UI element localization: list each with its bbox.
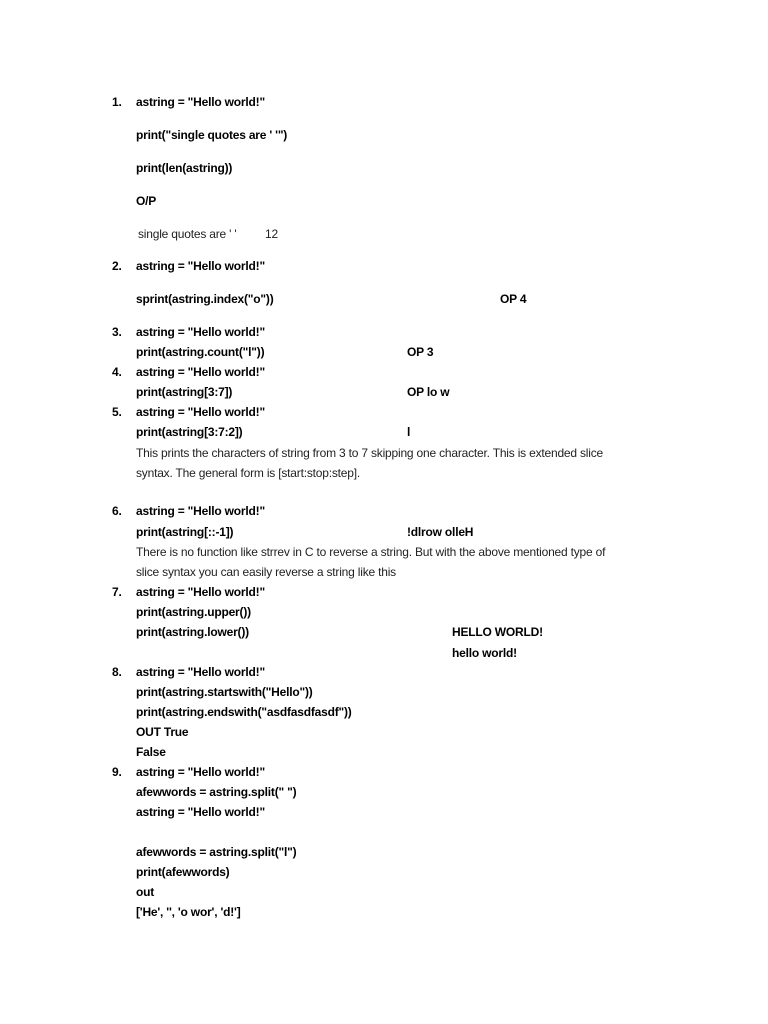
output-text: ['He', '', 'o wor', 'd!'] — [136, 905, 241, 919]
item-number-7: 7. — [112, 585, 122, 599]
code-line: astring = "Hello world!" — [136, 405, 265, 419]
code-line: print(astring[3:7:2]) — [136, 425, 243, 439]
code-line: sprint(astring.index("o")) — [136, 292, 274, 306]
output-label: out — [136, 885, 155, 899]
item-number-6: 6. — [112, 504, 122, 518]
output-text: False — [136, 745, 166, 759]
code-line: print(len(astring)) — [136, 161, 233, 175]
code-line: astring = "Hello world!" — [136, 95, 265, 109]
code-line: print(astring[::-1]) — [136, 525, 234, 539]
output-text: OP lo w — [407, 385, 450, 399]
code-line: print(astring.startswith("Hello")) — [136, 685, 313, 699]
item-number-8: 8. — [112, 665, 122, 679]
code-line: print("single quotes are ' '") — [136, 128, 288, 142]
code-line: print(astring.upper()) — [136, 605, 251, 619]
explanation-text: There is no function like strrev in C to reverse a string. But with the above mentioned type of — [136, 545, 606, 559]
code-line: astring = "Hello world!" — [136, 765, 265, 779]
item-number-1: 1. — [112, 95, 122, 109]
item-number-4: 4. — [112, 365, 122, 379]
item-number-5: 5. — [112, 405, 122, 419]
item-number-3: 3. — [112, 325, 122, 339]
output-text: OUT True — [136, 725, 189, 739]
code-line: astring = "Hello world!" — [136, 665, 265, 679]
code-line: afewwords = astring.split(" ") — [136, 785, 297, 799]
code-line: print(astring.endswith("asdfasdfasdf")) — [136, 705, 352, 719]
code-line: astring = "Hello world!" — [136, 325, 265, 339]
output-value: 12 — [265, 227, 278, 241]
code-line: astring = "Hello world!" — [136, 504, 265, 518]
explanation-text: slice syntax you can easily reverse a string like this — [136, 565, 396, 579]
code-line: astring = "Hello world!" — [136, 585, 265, 599]
output-text: hello world! — [452, 646, 517, 660]
explanation-text: This prints the characters of string from 3 to 7 skipping one character. This is extended slice — [136, 446, 604, 460]
output-label: O/P — [136, 194, 157, 208]
code-line: astring = "Hello world!" — [136, 259, 265, 273]
code-line: print(astring.lower()) — [136, 625, 249, 639]
code-line: afewwords = astring.split("l") — [136, 845, 297, 859]
code-line: astring = "Hello world!" — [136, 805, 265, 819]
output-text: single quotes are ' ' — [138, 227, 237, 241]
output-text: OP 4 — [500, 292, 527, 306]
output-text: l — [407, 425, 411, 439]
code-line: print(afewwords) — [136, 865, 230, 879]
item-number-2: 2. — [112, 259, 122, 273]
output-text: !dlrow olleH — [407, 525, 474, 539]
output-text: HELLO WORLD! — [452, 625, 543, 639]
code-line: print(astring[3:7]) — [136, 385, 233, 399]
output-text: OP 3 — [407, 345, 434, 359]
code-line: astring = "Hello world!" — [136, 365, 265, 379]
code-line: print(astring.count("l")) — [136, 345, 265, 359]
item-number-9: 9. — [112, 765, 122, 779]
explanation-text: syntax. The general form is [start:stop:step]. — [136, 466, 361, 480]
